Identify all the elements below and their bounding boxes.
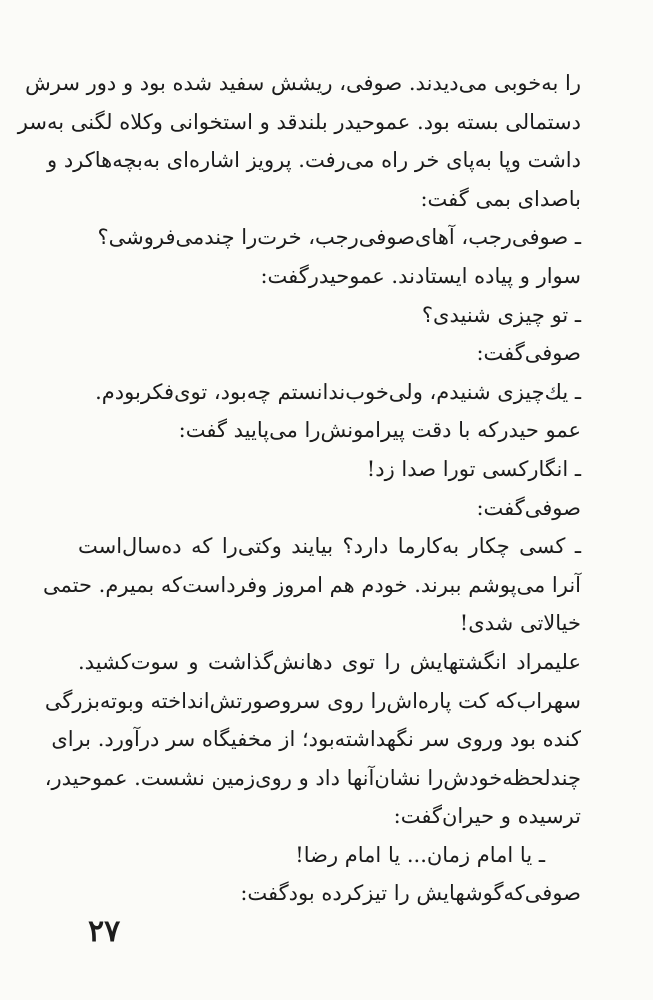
text-line: باصدای بمی گفت: [420, 186, 581, 211]
dialogue-line: ـ صوفی‌رجب، آهای‌صوفی‌رجب، خرت‌را چندمی‌فروشی؟ [97, 225, 581, 250]
dialogue-line: ـ یك‌چیزی شنیدم، ولی‌خوب‌ندانستم چه‌بود، توی‌فکر‌بودم. [95, 379, 581, 404]
text-line: را به‌خوبی می‌دیدند. صوفی، ریشش سفید شده بود و دور سرش [25, 71, 581, 95]
text-line: علیمراد انگشتهایش را توی دهانش‌گذاشت و سوت‌کشید. [78, 649, 581, 674]
text-line: صوفی‌که‌گوشهایش را تیزکرده بودگفت: [240, 881, 581, 906]
dialogue-line: ـ یا امام زمان... یا امام رضا! [295, 842, 545, 867]
text-line: صوفی‌گفت: [476, 495, 581, 520]
text-line: سهراب‌که کت پاره‌اش‌را روی سروصورتش‌انداخته وبوته‌بزرگی [44, 688, 581, 713]
text-line: سوار و پیاده ایستادند. عموحیدرگفت: [260, 263, 581, 288]
text-line: چندلحظه‌خودش‌را نشان‌آنها داد و روی‌زمین نشست. عموحیدر، [44, 765, 581, 790]
page-number: ۲۷ [88, 914, 121, 949]
dialogue-line: ـ کسی چکار به‌کارما دارد؟ بیایند وکتی‌را که ده‌سال‌است [78, 534, 581, 559]
text-line: ترسیده و حیران‌گفت: [393, 804, 581, 829]
text-line: دستمالی بسته بود. عموحیدر بلندقد و استخوانی وکلاه لگنی به‌سر [17, 109, 581, 134]
text-line: داشت وپا به‌پای خر راه می‌رفت. پرویز اشاره‌ای به‌بچه‌هاکرد و [47, 148, 581, 173]
dialogue-line: ـ تو چیزی شنیدی؟ [421, 302, 581, 327]
text-line: کنده بود وروی سر نگهداشته‌بود؛ از مخفیگاه سر درآورد. برای [51, 727, 581, 752]
text-line: خیالاتی شدی! [459, 611, 581, 636]
text-line: صوفی‌گفت: [476, 341, 581, 366]
body-text [17, 64, 581, 913]
text-line: عمو حیدرکه با دقت پیرامونش‌را می‌پایید گفت: [178, 418, 581, 443]
text-line: آنرا می‌پوشم ببرند. خودم هم امروز وفرداست‌که بمیرم. حتمی [43, 572, 581, 597]
dialogue-line: ـ انگارکسی تورا صدا زد! [366, 456, 581, 481]
